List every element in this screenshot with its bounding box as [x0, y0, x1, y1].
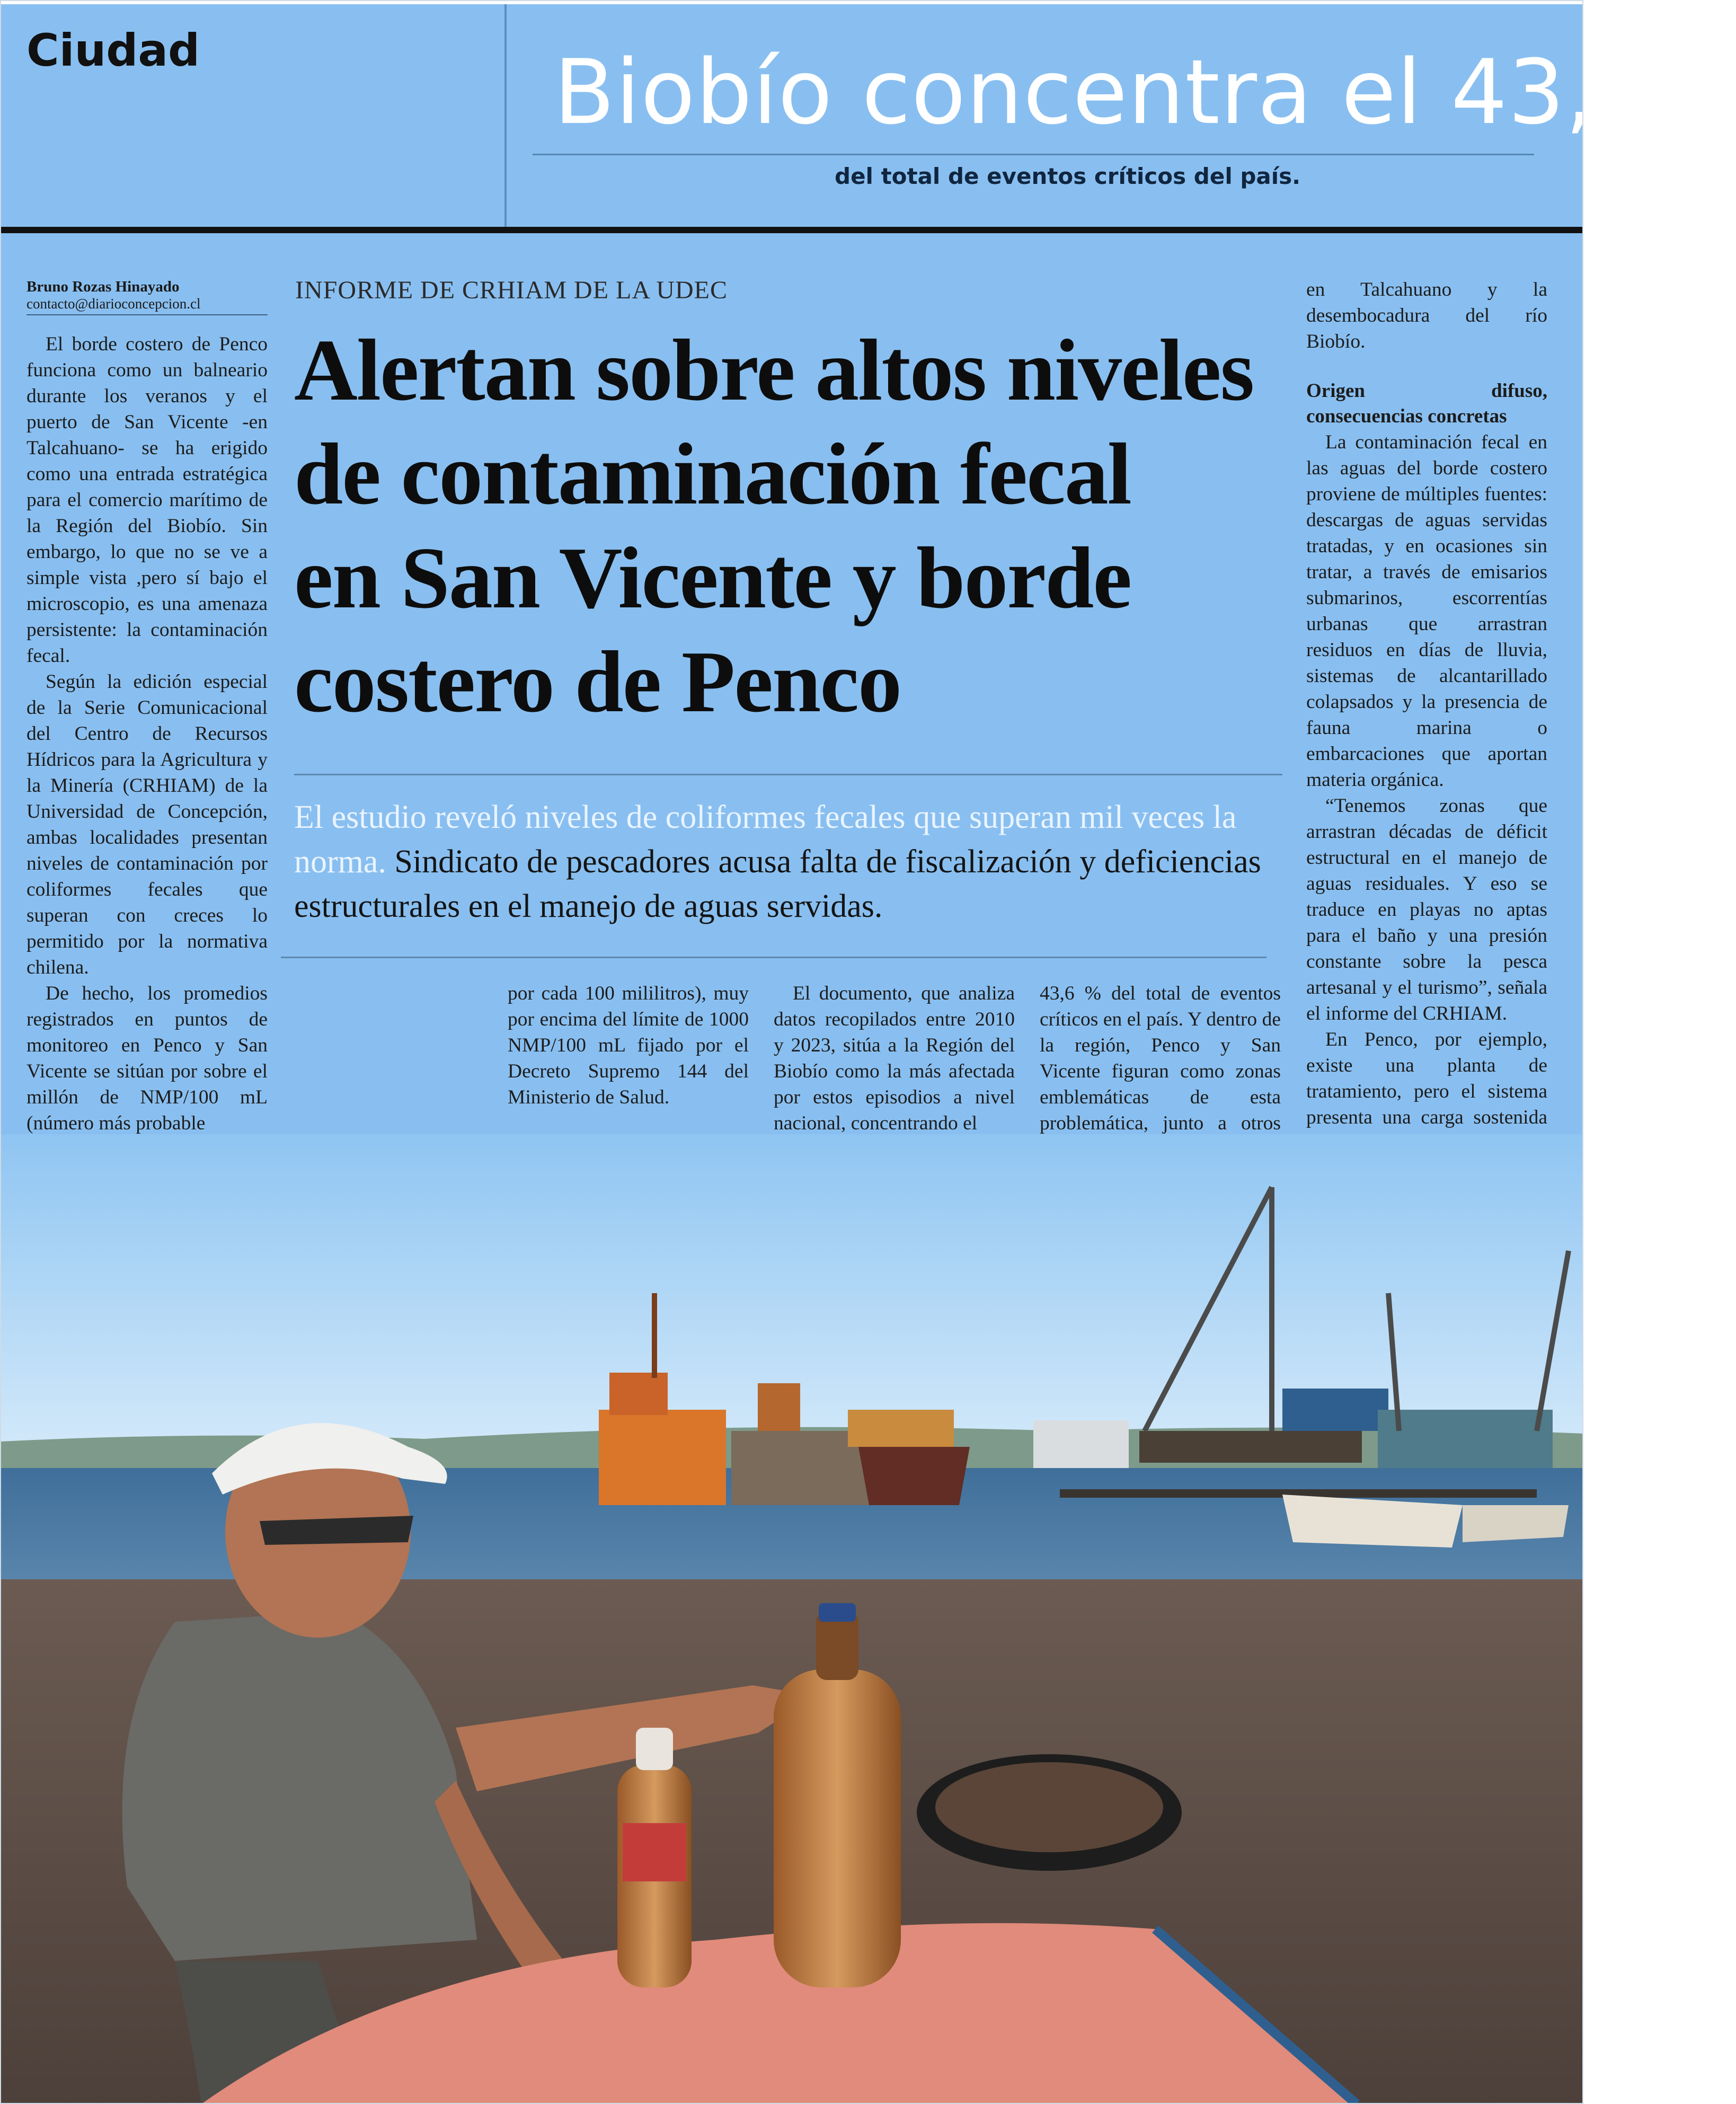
paragraph: 43,6 % del total de eventos críticos en el país. Y dentro de la región, Penco y San Vicente figuran como zonas emblemáticas de esta problemática, junto a otros [1040, 983, 1281, 1134]
subhead: Origen difuso, consecuencias concretas [1306, 380, 1547, 427]
headline-line-3: en San Vicente y borde [294, 529, 1131, 626]
kicker: INFORME DE CRHIAM DE LA UDEC [295, 276, 728, 304]
paragraph: De hecho, los promedios registrados en puntos de monitoreo en Penco y San Vicente se sitúan por sobre el millón de NMP/100 mL (número más probable [26, 983, 268, 1134]
paragraph: por cada 100 mililitros), muy por encima del límite de 1000 NMP/100 mL fijado por el Decreto Supremo 144 del Ministerio de Salud. [508, 983, 749, 1108]
deck-light: El estudio reveló niveles de coliformes fecales que superan mil veces la norma. [294, 799, 1237, 880]
paragraph: “Tenemos zonas que arrastran décadas de déficit estructural en el manejo de aguas residuales. Y eso se traduce en playas no aptas para el baño y una presión constante sobre la pesca artesanal y el turismo”, señala el informe del CRHIAM. [1306, 795, 1547, 1024]
headline-line-4: costero de Penco [294, 633, 901, 730]
paragraph: Según la edición especial de la Serie Comunicacional del Centro de Recursos Hídricos para la Agricultura y la Minería (CRHIAM) de la Universidad de Concepción, ambas localidades presentan niveles de contaminación por coliformes fecales que superan con creces lo permitido por la normativa chilena. [26, 671, 268, 978]
sediment-dish [917, 1754, 1182, 1871]
article-photo [0, 1134, 1583, 2104]
deck-dark: Sindicato de pescadores acusa falta de fiscalización y deficiencias estructurales en el manejo de aguas servidas. [294, 844, 1261, 924]
headline [294, 318, 1290, 733]
header-divider [504, 4, 507, 228]
section-header-band [0, 4, 1736, 228]
shore-boat-2 [1463, 1505, 1569, 1542]
section-label: Ciudad [26, 24, 200, 76]
byline [26, 278, 268, 315]
paragraph: En Penco, por ejemplo, existe una planta de tratamiento, pero el sistema presenta una carga sostenida [1306, 1029, 1547, 1128]
deck-rule [281, 957, 1266, 958]
stat-headline: Biobío concentra el 43,6% [554, 40, 1736, 144]
photo-illustration [0, 1134, 1583, 2104]
body-column-1 [26, 331, 268, 1136]
headline-line-2-bold: contaminación fecal [401, 425, 1131, 523]
deck [294, 795, 1285, 929]
byline-author: Bruno Rozas Hinayado [26, 278, 180, 295]
headline-line-2-light: de [294, 425, 401, 523]
header-bottom-rule [0, 227, 1583, 233]
body-column-2 [508, 980, 749, 1110]
paragraph: La contaminación fecal en las aguas del borde costero proviene de múltiples fuentes: descargas de aguas servidas tratadas, y en ocasiones sin tratar, a través de emisarios submarinos, escorrentías urbanas que arrastran residuos en días de lluvia, sistemas de alcantarillado colapsados y la presencia de fauna marina o embarcaciones que aportan materia orgánica. [1306, 431, 1547, 791]
headline-rule [294, 774, 1282, 775]
byline-contact[interactable]: contacto@diarioconcepcion.cl [26, 296, 268, 315]
headline-line-1: Alertan sobre altos niveles [294, 321, 1254, 419]
body-column-3 [774, 980, 1015, 1136]
stat-subtitle: del total de eventos críticos del país. [835, 163, 1301, 189]
paragraph: El borde costero de Penco funciona como un balneario durante los veranos y el puerto de San Vicente -en Talcahuano- se ha erigido como una entrada estratégica para el comercio marítimo de la Región del Biobío. Sin embargo, lo que no se ve a simple vista ,pero sí bajo el microscopio, es una amenaza persistente: la contaminación fecal. [26, 333, 268, 667]
body-column-5 [1306, 277, 1547, 1156]
stat-rule [533, 154, 1534, 155]
paragraph: en Talcahuano y la desembocadura del río Biobío. [1306, 279, 1547, 352]
paragraph: El documento, que analiza datos recopilados entre 2010 y 2023, sitúa a la Región del Biobío como la más afectada por estos episodios a nivel nacional, concentrando el [774, 983, 1015, 1134]
